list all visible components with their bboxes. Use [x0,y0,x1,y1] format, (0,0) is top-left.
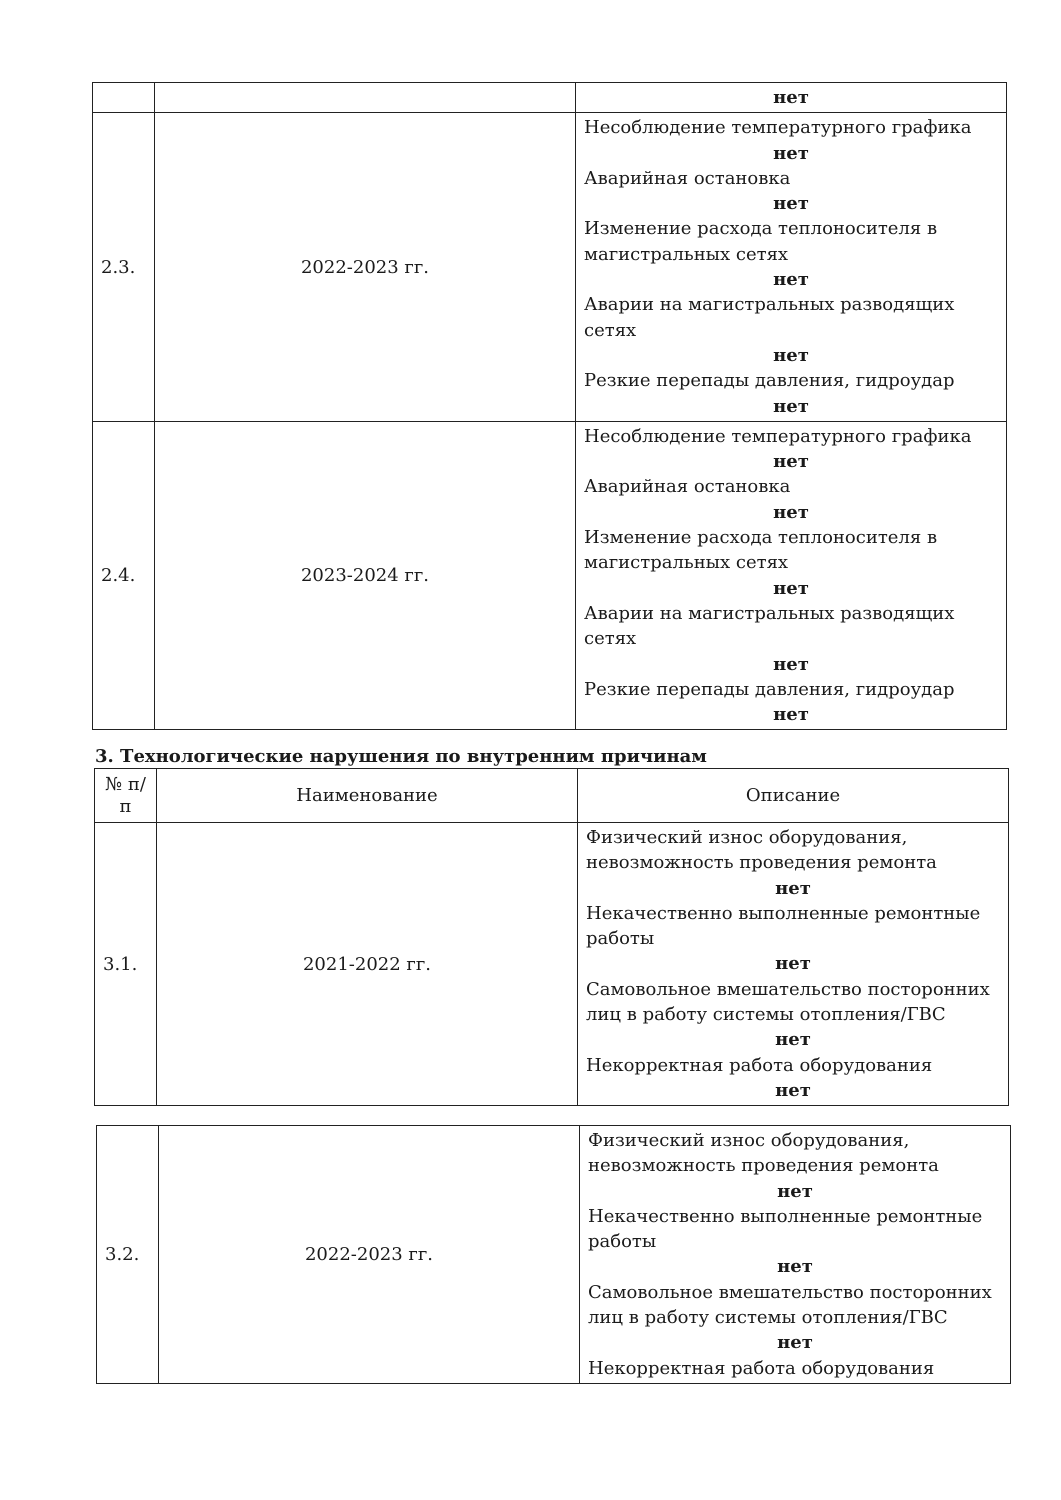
table-row [97,1126,1011,1384]
violation-label: Некачественно выполненные ремонтные работы [588,1205,983,1253]
violation-label: Изменение расхода теплоносителя в магистральных сетях [584,218,938,265]
header-name: Наименование [157,769,578,823]
status-value: нет [773,501,809,523]
period-cell: 2022-2023 гг. [155,113,576,422]
description-cell [576,113,1007,422]
status-value: нет [775,953,811,975]
status-value: нет [777,1180,813,1202]
status-value: нет [773,653,809,675]
status-value: нет [773,704,809,726]
violation-label: Некорректная работа оборудования [586,1054,933,1076]
status-value: нет [777,1256,813,1278]
status-value: нет [777,1332,813,1354]
header-description: Описание [578,769,1009,823]
status-value: нет [773,87,809,108]
status-value: нет [773,451,809,473]
violation-label: Резкие перепады давления, гидроудар [584,678,955,700]
status-value: нет [775,877,811,899]
table-header-row [95,769,1009,823]
violation-label: Самовольное вмешательство посторонних лиц в работу системы отопления/ГВС [586,978,990,1026]
period-cell: 2022-2023 гг. [159,1126,580,1384]
period-cell: 2023-2024 гг. [155,421,576,730]
violation-label: Аварии на магистральных разводящих сетях [584,602,955,650]
violation-label: Некорректная работа оборудования [588,1357,935,1379]
row-number-cell [93,83,155,113]
violation-label: Несоблюдение температурного графика [584,425,972,447]
row-number-cell: 3.2. [97,1126,159,1384]
violation-label: Физический износ оборудования, невозможность проведения ремонта [586,827,937,874]
violation-label: Аварийная остановка [584,167,791,189]
row-number-cell: 3.1. [95,823,157,1106]
row-number-cell: 2.4. [93,421,155,730]
description-cell [578,823,1009,1106]
table-row [93,83,1007,113]
period-cell: 2021-2022 гг. [157,823,578,1106]
section-title: 3. Технологические нарушения по внутренним причинам [95,746,707,767]
status-value: нет [773,577,809,599]
description-cell [580,1126,1011,1384]
section3-table-continued [96,1125,1011,1384]
violation-label: Несоблюдение температурного графика [584,117,972,139]
description-cell [576,83,1007,113]
violation-label: Аварийная остановка [584,476,791,498]
description-cell [576,421,1007,730]
violation-label: Некачественно выполненные ремонтные работы [586,902,981,950]
violation-label: Резкие перепады давления, гидроудар [584,370,955,392]
section3-table [94,768,1009,1106]
violation-label: Самовольное вмешательство посторонних лиц в работу системы отопления/ГВС [588,1281,992,1329]
violation-label: Изменение расхода теплоносителя в магистральных сетях [584,527,938,574]
status-value: нет [773,344,809,366]
status-value: нет [773,269,809,291]
status-value: нет [773,142,809,164]
status-value: нет [775,1079,811,1101]
status-value: нет [775,1029,811,1051]
status-value: нет [773,193,809,215]
period-cell [155,83,576,113]
status-value: нет [773,395,809,417]
violation-label: Физический износ оборудования, невозможность проведения ремонта [588,1130,939,1177]
violation-label: Аварии на магистральных разводящих сетях [584,294,955,341]
section2-table [92,82,1007,730]
row-number-cell: 2.3. [93,113,155,422]
table-row [93,113,1007,422]
header-number: № п/п [95,769,157,823]
table-row [95,823,1009,1106]
table-row [93,421,1007,730]
